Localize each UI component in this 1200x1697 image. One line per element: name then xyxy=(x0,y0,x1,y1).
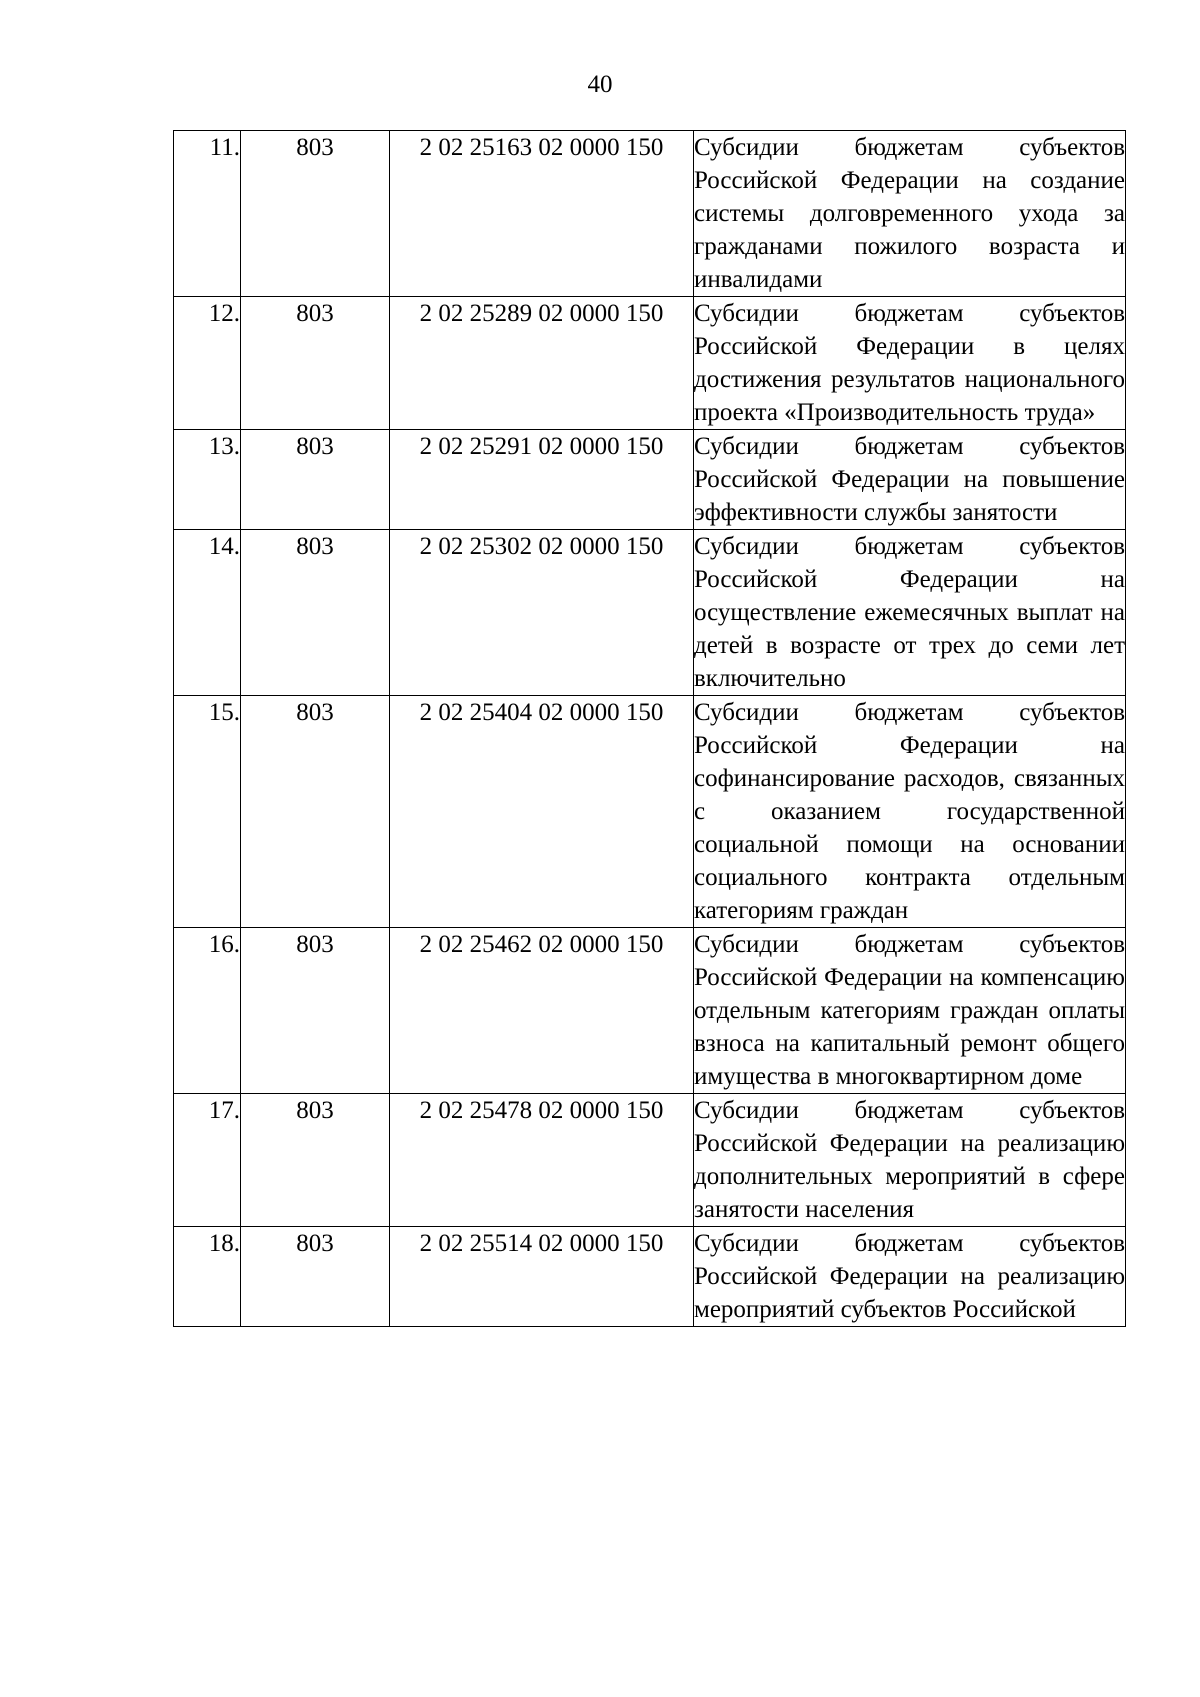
row-number: 13. xyxy=(174,430,241,530)
budget-classification-code: 2 02 25478 02 0000 150 xyxy=(390,1094,694,1227)
table-row xyxy=(174,928,1126,1094)
row-number: 17. xyxy=(174,1094,241,1227)
budget-revenue-table xyxy=(173,130,1126,1327)
administrator-code: 803 xyxy=(241,131,390,297)
table-row xyxy=(174,696,1126,928)
budget-classification-code: 2 02 25163 02 0000 150 xyxy=(390,131,694,297)
budget-classification-code: 2 02 25514 02 0000 150 xyxy=(390,1227,694,1327)
row-number: 18. xyxy=(174,1227,241,1327)
page-number: 40 xyxy=(587,71,613,98)
table-row xyxy=(174,430,1126,530)
revenue-name: Субсидии бюджетам субъектов Российской Федерации на софинансирование расходов, связанных с оказанием государственной социальной помощи на основании социального контракта отдельным категориям граждан xyxy=(694,696,1126,928)
administrator-code: 803 xyxy=(241,1227,390,1327)
budget-classification-code: 2 02 25404 02 0000 150 xyxy=(390,696,694,928)
revenue-name: Субсидии бюджетам субъектов Российской Федерации на повышение эффективности службы занятости xyxy=(694,430,1126,530)
administrator-code: 803 xyxy=(241,430,390,530)
administrator-code: 803 xyxy=(241,1094,390,1227)
table-row xyxy=(174,1094,1126,1227)
table-row xyxy=(174,297,1126,430)
budget-classification-code: 2 02 25291 02 0000 150 xyxy=(390,430,694,530)
administrator-code: 803 xyxy=(241,928,390,1094)
row-number: 14. xyxy=(174,530,241,696)
row-number: 16. xyxy=(174,928,241,1094)
administrator-code: 803 xyxy=(241,696,390,928)
row-number: 11. xyxy=(174,131,241,297)
administrator-code: 803 xyxy=(241,530,390,696)
budget-classification-code: 2 02 25289 02 0000 150 xyxy=(390,297,694,430)
row-number: 15. xyxy=(174,696,241,928)
table-row xyxy=(174,1227,1126,1327)
revenue-name: Субсидии бюджетам субъектов Российской Федерации в целях достижения результатов национального проекта «Производительность труда» xyxy=(694,297,1126,430)
revenue-name: Субсидии бюджетам субъектов Российской Федерации на осуществление ежемесячных выплат на детей в возрасте от трех до семи лет включительно xyxy=(694,530,1126,696)
revenue-name: Субсидии бюджетам субъектов Российской Федерации на реализацию мероприятий субъектов Российской xyxy=(694,1227,1126,1327)
table-row xyxy=(174,131,1126,297)
revenue-name: Субсидии бюджетам субъектов Российской Федерации на реализацию дополнительных мероприятий в сфере занятости населения xyxy=(694,1094,1126,1227)
table-row xyxy=(174,530,1126,696)
revenue-name: Субсидии бюджетам субъектов Российской Федерации на компенсацию отдельным категориям граждан оплаты взноса на капитальный ремонт общего имущества в многоквартирном доме xyxy=(694,928,1126,1094)
row-number: 12. xyxy=(174,297,241,430)
budget-classification-code: 2 02 25462 02 0000 150 xyxy=(390,928,694,1094)
budget-classification-code: 2 02 25302 02 0000 150 xyxy=(390,530,694,696)
administrator-code: 803 xyxy=(241,297,390,430)
revenue-name: Субсидии бюджетам субъектов Российской Федерации на создание системы долговременного ухода за гражданами пожилого возраста и инвалидами xyxy=(694,131,1126,297)
